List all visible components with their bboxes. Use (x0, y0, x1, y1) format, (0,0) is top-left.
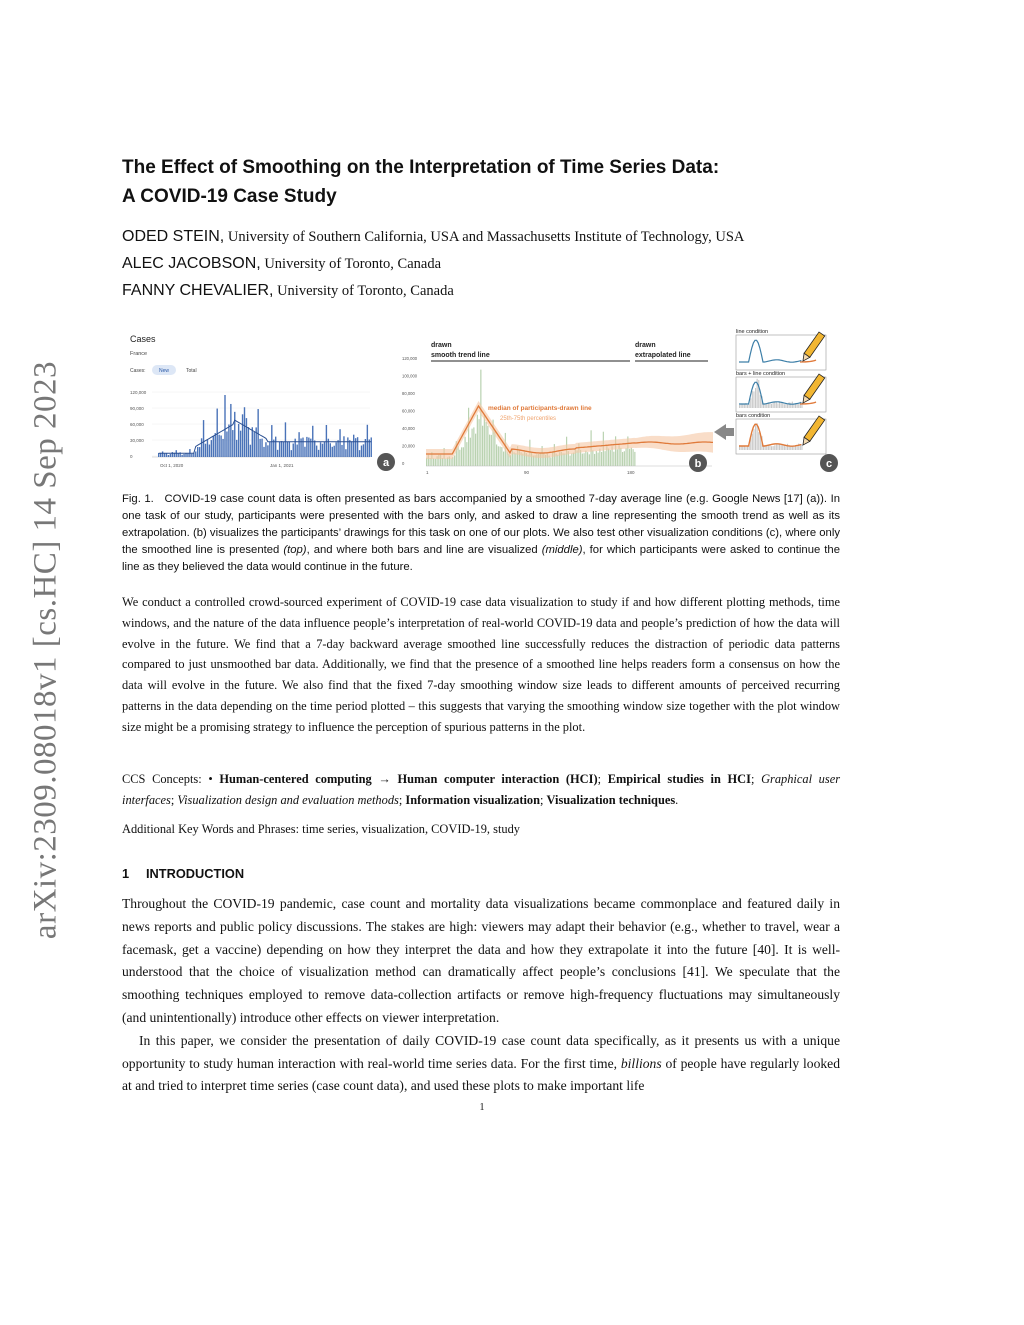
a-bar (197, 447, 198, 457)
keywords: Additional Key Words and Phrases: time series, visualization, COVID-19, study (122, 822, 520, 836)
a-bar (244, 407, 245, 457)
panel-b (402, 342, 713, 475)
a-bar (300, 438, 301, 457)
a-bar (308, 438, 309, 457)
c-bar (753, 391, 754, 408)
c-bar (747, 405, 748, 408)
c-bar (771, 446, 772, 450)
b-bar (482, 426, 483, 466)
a-bar (289, 442, 290, 457)
b-bar (480, 370, 481, 466)
a-bar (285, 422, 286, 457)
a-bar (254, 432, 255, 457)
a-bar (275, 437, 276, 457)
a-bar (287, 441, 288, 457)
panel-a (130, 334, 395, 471)
b-bar (626, 448, 627, 466)
a-bar (281, 441, 282, 457)
a-bar (201, 438, 202, 457)
author-3 (122, 282, 454, 300)
badge-b-text: b (694, 458, 702, 470)
total-tab: Total (186, 368, 197, 374)
c-bar (757, 423, 758, 450)
author-name: ALEC JACOBSON, (122, 255, 261, 272)
a-bar (222, 439, 223, 457)
b-bar (430, 458, 431, 466)
b-bar (622, 452, 623, 466)
caption-label: Fig. 1. (122, 493, 154, 505)
panel-a-country: France (130, 351, 148, 357)
a-bar (279, 442, 280, 457)
c-bar (801, 445, 802, 450)
arxiv-id: arXiv:2309.08018v1 [cs.HC] 14 Sep 2023 (27, 360, 64, 940)
c-bar (766, 404, 767, 408)
a-bar (263, 447, 264, 457)
c-bar (777, 403, 778, 408)
a-bar (359, 450, 360, 457)
figure-caption (122, 491, 840, 576)
a-ytick: 0 (130, 454, 133, 459)
paragraph: In this paper, we consider the presentation of daily COVID-19 case count data specifically, as it presents us with a unique opportunity to study human interaction with real-world time series data. For the first time, billions of people have regularly looked at and tried to interpret time series (case count data), and used these plots to make important life (122, 1032, 841, 1094)
b-bar (468, 408, 469, 466)
b-bar (514, 452, 515, 466)
a-bar (322, 444, 323, 457)
arxiv-sidebar-stamp (26, 350, 66, 950)
b-bar (489, 435, 490, 466)
c-bar (763, 405, 764, 408)
c-bar (755, 388, 756, 408)
a-bar (183, 454, 184, 457)
b-bar (473, 427, 474, 466)
c-bar (755, 423, 756, 450)
b-ytick: 20,000 (402, 443, 415, 449)
b-bar (557, 455, 558, 466)
author-affiliation: University of Toronto, Canada (273, 283, 454, 299)
b-bar (596, 451, 597, 466)
label-trend-1: drawn (431, 342, 452, 349)
a-bar (218, 435, 219, 457)
c-bar (758, 432, 759, 450)
c-bar (776, 444, 777, 450)
b-bar (454, 455, 455, 466)
b-bar (458, 446, 459, 466)
c-bar (784, 445, 785, 450)
b-bar (445, 459, 446, 466)
b-bar (484, 415, 485, 466)
a-bar (248, 427, 249, 457)
b-ytick: 120,000 (402, 356, 418, 361)
a-bar (320, 442, 321, 457)
a-bar (207, 439, 208, 457)
a-bar (209, 445, 210, 457)
a-bar (265, 442, 266, 457)
b-bar (605, 451, 606, 466)
a-bar (324, 442, 325, 457)
a-bar (252, 427, 253, 457)
b-bar (463, 447, 464, 466)
a-bar (181, 455, 182, 457)
b-bar (501, 447, 502, 466)
a-bar (170, 454, 171, 457)
c-bar (739, 405, 740, 408)
b-bar (620, 448, 621, 466)
c-bar (776, 402, 777, 408)
b-bar (466, 442, 467, 466)
ccs-concepts: CCS Concepts: • Human-centered computing → Human computer interaction (HCI); Empirical studies in HCI; Graphical user interfaces; Visualization design and evaluation methods; Information visualization; Visualization techniques. (122, 772, 841, 807)
author-name: FANNY CHEVALIER, (122, 282, 274, 299)
a-bar (277, 450, 278, 457)
a-bar (314, 440, 315, 457)
c-bar (752, 391, 753, 408)
a-bar (296, 445, 297, 457)
label-extra-1: drawn (635, 342, 656, 349)
c-bar (793, 446, 794, 450)
a-bar (215, 433, 216, 457)
a-bar (318, 450, 319, 457)
b-bar (494, 431, 495, 466)
b-bar (550, 457, 551, 466)
c-bar (769, 445, 770, 450)
b-bar (634, 452, 635, 466)
b-bar (496, 444, 497, 466)
author-1 (122, 228, 744, 246)
c-bar (792, 402, 793, 408)
b-bar (503, 452, 504, 466)
a-bar (178, 454, 179, 457)
a-bar (234, 412, 235, 457)
a-bar (371, 437, 372, 457)
arrow-icon (714, 424, 734, 440)
a-bar (306, 437, 307, 457)
section-heading (122, 866, 244, 881)
b-ytick: 100,000 (402, 373, 418, 379)
c-bar (750, 398, 751, 408)
a-ytick: 60,000 (130, 422, 144, 427)
b-bar (617, 449, 618, 466)
panel-c (736, 329, 838, 472)
c-bar (760, 395, 761, 408)
b-bar (582, 454, 583, 466)
caption-text: COVID-19 case count data is often presented as bars accompanied by a smoothed 7-day average line (e.g. Google News [17] (a)). In one task of our study, participants were presented with the bars only, and asked to draw a line representing the smooth trend as well as its extrapolation. (b) visualizes the participants’ drawings for this task on one of our plots. We also test other visualization conditions (c), where only the smoothed line is presented (122, 493, 840, 556)
b-bar (435, 459, 436, 466)
a-bar (339, 429, 340, 457)
b-bar (479, 419, 480, 466)
b-bar (624, 451, 625, 466)
c-bar (742, 404, 743, 408)
c-bar (752, 434, 753, 450)
a-bar (367, 425, 368, 457)
author-affiliation: University of Toronto, Canada (260, 256, 442, 272)
a-bar (238, 424, 239, 457)
a-bar (211, 440, 212, 457)
a-bar (363, 444, 364, 457)
a-bar (332, 447, 333, 457)
caption-italic: (top) (283, 544, 307, 556)
b-ytick: 60,000 (402, 408, 415, 414)
a-bar (351, 441, 352, 457)
b-bar (451, 458, 452, 466)
page-number: 1 (479, 1102, 485, 1113)
abstract: We conduct a controlled crowd-sourced experiment of COVID-19 case data visualization to study if and how different plotting methods, time windows, and the nature of the data influence people’s interpretation of real-world COVID-19 data and people’s prediction of how the data will evolve in the future. We find that a 7-day backward average smoothed line successfully reduces the distraction of periodic data patterns compared to just unsmoothed bar data. Additionally, we find that the presence of a smoothed line helps readers form a consensus on how the data will evolve in the future. We also find that the fixed 7-day smoothing window size leads to different amounts of perceived recurring patterns in the data depending on the time period plotted – this suggests that varying the smoothing window size together with the plot window size might be a promising strategy to influence the perception of spurious patterns in the plot. (122, 595, 840, 734)
b-bar (573, 453, 574, 466)
b-bar (486, 422, 487, 466)
b-bar (472, 429, 473, 466)
c-bar (785, 404, 786, 408)
a-bar (203, 420, 204, 457)
a-bar (291, 450, 292, 457)
b-bar (589, 454, 590, 466)
b-bar (563, 453, 564, 466)
b-bar (570, 456, 571, 466)
b-xtick-1: 90 (524, 470, 530, 475)
a-bar (335, 442, 336, 457)
b-bar (587, 452, 588, 466)
c-bar (797, 404, 798, 408)
a-bar (199, 447, 200, 457)
b-ytick: 40,000 (402, 426, 415, 431)
section-number: 1 (122, 866, 130, 881)
b-bar (629, 449, 630, 466)
a-bar (213, 436, 214, 457)
a-bar (242, 414, 243, 457)
section-title: INTRODUCTION (146, 866, 245, 881)
c-bar (753, 429, 754, 450)
b-ytick: 0 (402, 461, 405, 466)
c-bar (745, 447, 746, 450)
a-bar (361, 446, 362, 457)
c-bar (787, 444, 788, 450)
a-bar (341, 445, 342, 457)
c-bar (769, 403, 770, 408)
b-bar (564, 453, 565, 466)
b-xtick-2: 180 (627, 470, 635, 475)
a-bar (316, 446, 317, 457)
a-bar (250, 445, 251, 457)
a-bar (271, 425, 272, 457)
c-bar (787, 404, 788, 408)
c-bar (785, 446, 786, 450)
a-ytick: 90,000 (130, 406, 144, 411)
a-bar (267, 445, 268, 457)
a-bar (187, 454, 188, 457)
a-bar (330, 443, 331, 457)
b-bar (491, 435, 492, 466)
a-bar (343, 436, 344, 457)
a-bar (283, 442, 284, 457)
b-bar (487, 426, 488, 466)
cond1-label: line condition (736, 329, 769, 335)
c-bar (798, 404, 799, 408)
a-ytick: 120,000 (130, 390, 147, 395)
c-bar (777, 444, 778, 450)
c-bar (774, 445, 775, 450)
a-bar (195, 451, 196, 457)
author-2 (122, 255, 441, 273)
b-bar (592, 450, 593, 466)
caption-text: , for which participants were asked to continue the line as they believed the data would continue in the future. (122, 544, 840, 573)
a-bar (347, 437, 348, 457)
b-bar (613, 452, 614, 466)
a-bar (246, 418, 247, 457)
a-bar (228, 425, 229, 457)
intro-text (122, 893, 840, 1098)
a-bar (355, 438, 356, 457)
a-bar (345, 449, 346, 457)
b-bar (461, 447, 462, 466)
a-xtick-0: Oct 1, 2020 (160, 463, 184, 468)
c-bar (771, 404, 772, 408)
c-bar (742, 447, 743, 450)
a-bar (230, 404, 231, 457)
panel-a-cases-label: Cases: (130, 368, 146, 374)
a-bar (240, 431, 241, 457)
title-line-2: A COVID-19 Case Study (122, 186, 337, 207)
author-name: ODED STEIN, (122, 228, 225, 245)
b-bar (585, 451, 586, 466)
a-bar (269, 442, 270, 457)
caption-italic: (middle) (541, 544, 583, 556)
a-bar (357, 437, 358, 457)
a-bar (302, 438, 303, 457)
c-bar (749, 404, 750, 408)
c-bar (774, 402, 775, 408)
b-xtick-0: 1 (426, 470, 429, 475)
b-bar (631, 448, 632, 466)
panel-a-title: Cases (130, 334, 156, 344)
label-trend-2: smooth trend line (431, 352, 490, 359)
paper-title (122, 153, 882, 211)
c-bar (773, 403, 774, 408)
b-bar (475, 434, 476, 466)
a-bar (349, 440, 350, 457)
a-bar (166, 453, 167, 457)
c-bar (789, 402, 790, 408)
new-tab: New (159, 368, 170, 374)
b-bar (594, 454, 595, 466)
cond2-label: bars + line condition (736, 371, 786, 377)
badge-c-text: c (825, 458, 833, 470)
b-bar (571, 453, 572, 466)
a-bar (191, 454, 192, 457)
caption-text: , and where both bars and line are visualized (306, 544, 542, 556)
percentile-label: 25th-75th percentiles (500, 416, 557, 422)
b-bar (515, 453, 516, 466)
badge-a-text: a (382, 457, 390, 469)
a-bar (337, 440, 338, 457)
b-bar (601, 452, 602, 466)
a-bar (326, 425, 327, 457)
b-bar (584, 453, 585, 466)
a-bar (353, 435, 354, 457)
b-bar (465, 437, 466, 466)
a-bar (168, 455, 169, 457)
a-bar (162, 451, 163, 457)
a-bar (226, 431, 227, 457)
a-bar (220, 436, 221, 457)
author-affiliation: University of Southern California, USA and Massachusetts Institute of Technology, USA (224, 229, 745, 245)
a-bar (259, 439, 260, 457)
title-line-1: The Effect of Smoothing on the Interpretation of Time Series Data: (122, 157, 720, 178)
b-bar (500, 447, 501, 466)
c-bar (784, 404, 785, 408)
figure-1 (122, 322, 842, 482)
b-bar (610, 450, 611, 466)
a-bar (205, 444, 206, 457)
a-bar (298, 432, 299, 457)
b-bar (477, 415, 478, 466)
a-bar (261, 439, 262, 457)
a-bar (334, 446, 335, 457)
b-bar (442, 458, 443, 466)
b-bar (498, 446, 499, 466)
c-bar (781, 445, 782, 450)
paragraph: Throughout the COVID-19 pandemic, case count and mortality data visualizations became commonplace and featured daily in news reports and public policy discussions. The stakes are high: viewers may adapt their behavior (e.g., whether to travel, wear a facemask, get a vaccine) depending on how they interpret the data and how they extrapolate it into the future [40]. It is well-understood that the choice of visualization method can dramatically affect people’s conclusions [41]. We speculate that the smoothing techniques employed to remove data-collection artifacts or remove high-frequency fluctuations may simultaneously (and unintentionally) introduce other effects on viewer interpretation. (122, 896, 840, 1025)
b-bar (598, 453, 599, 466)
a-bar (217, 409, 218, 457)
b-bar (633, 449, 634, 466)
b-bar (599, 449, 600, 466)
a-bar (224, 395, 225, 457)
a-bar (164, 454, 165, 457)
a-xtick-1: Jan 1, 2021 (270, 463, 294, 468)
label-extra-2: extrapolated line (635, 352, 691, 359)
median-label: median of participants-drawn line (488, 405, 592, 412)
b-bar (433, 458, 434, 466)
b-bar (459, 450, 460, 466)
a-bar (236, 440, 237, 457)
b-ytick: 80,000 (402, 391, 415, 396)
b-bar (470, 438, 471, 466)
b-bar (608, 448, 609, 466)
a-bar (304, 447, 305, 457)
c-bar (782, 403, 783, 408)
cond3-label: bars condition (736, 413, 771, 419)
a-bar (293, 444, 294, 457)
a-ytick: 30,000 (130, 438, 144, 443)
c-bar (773, 446, 774, 450)
a-bar (232, 430, 233, 457)
